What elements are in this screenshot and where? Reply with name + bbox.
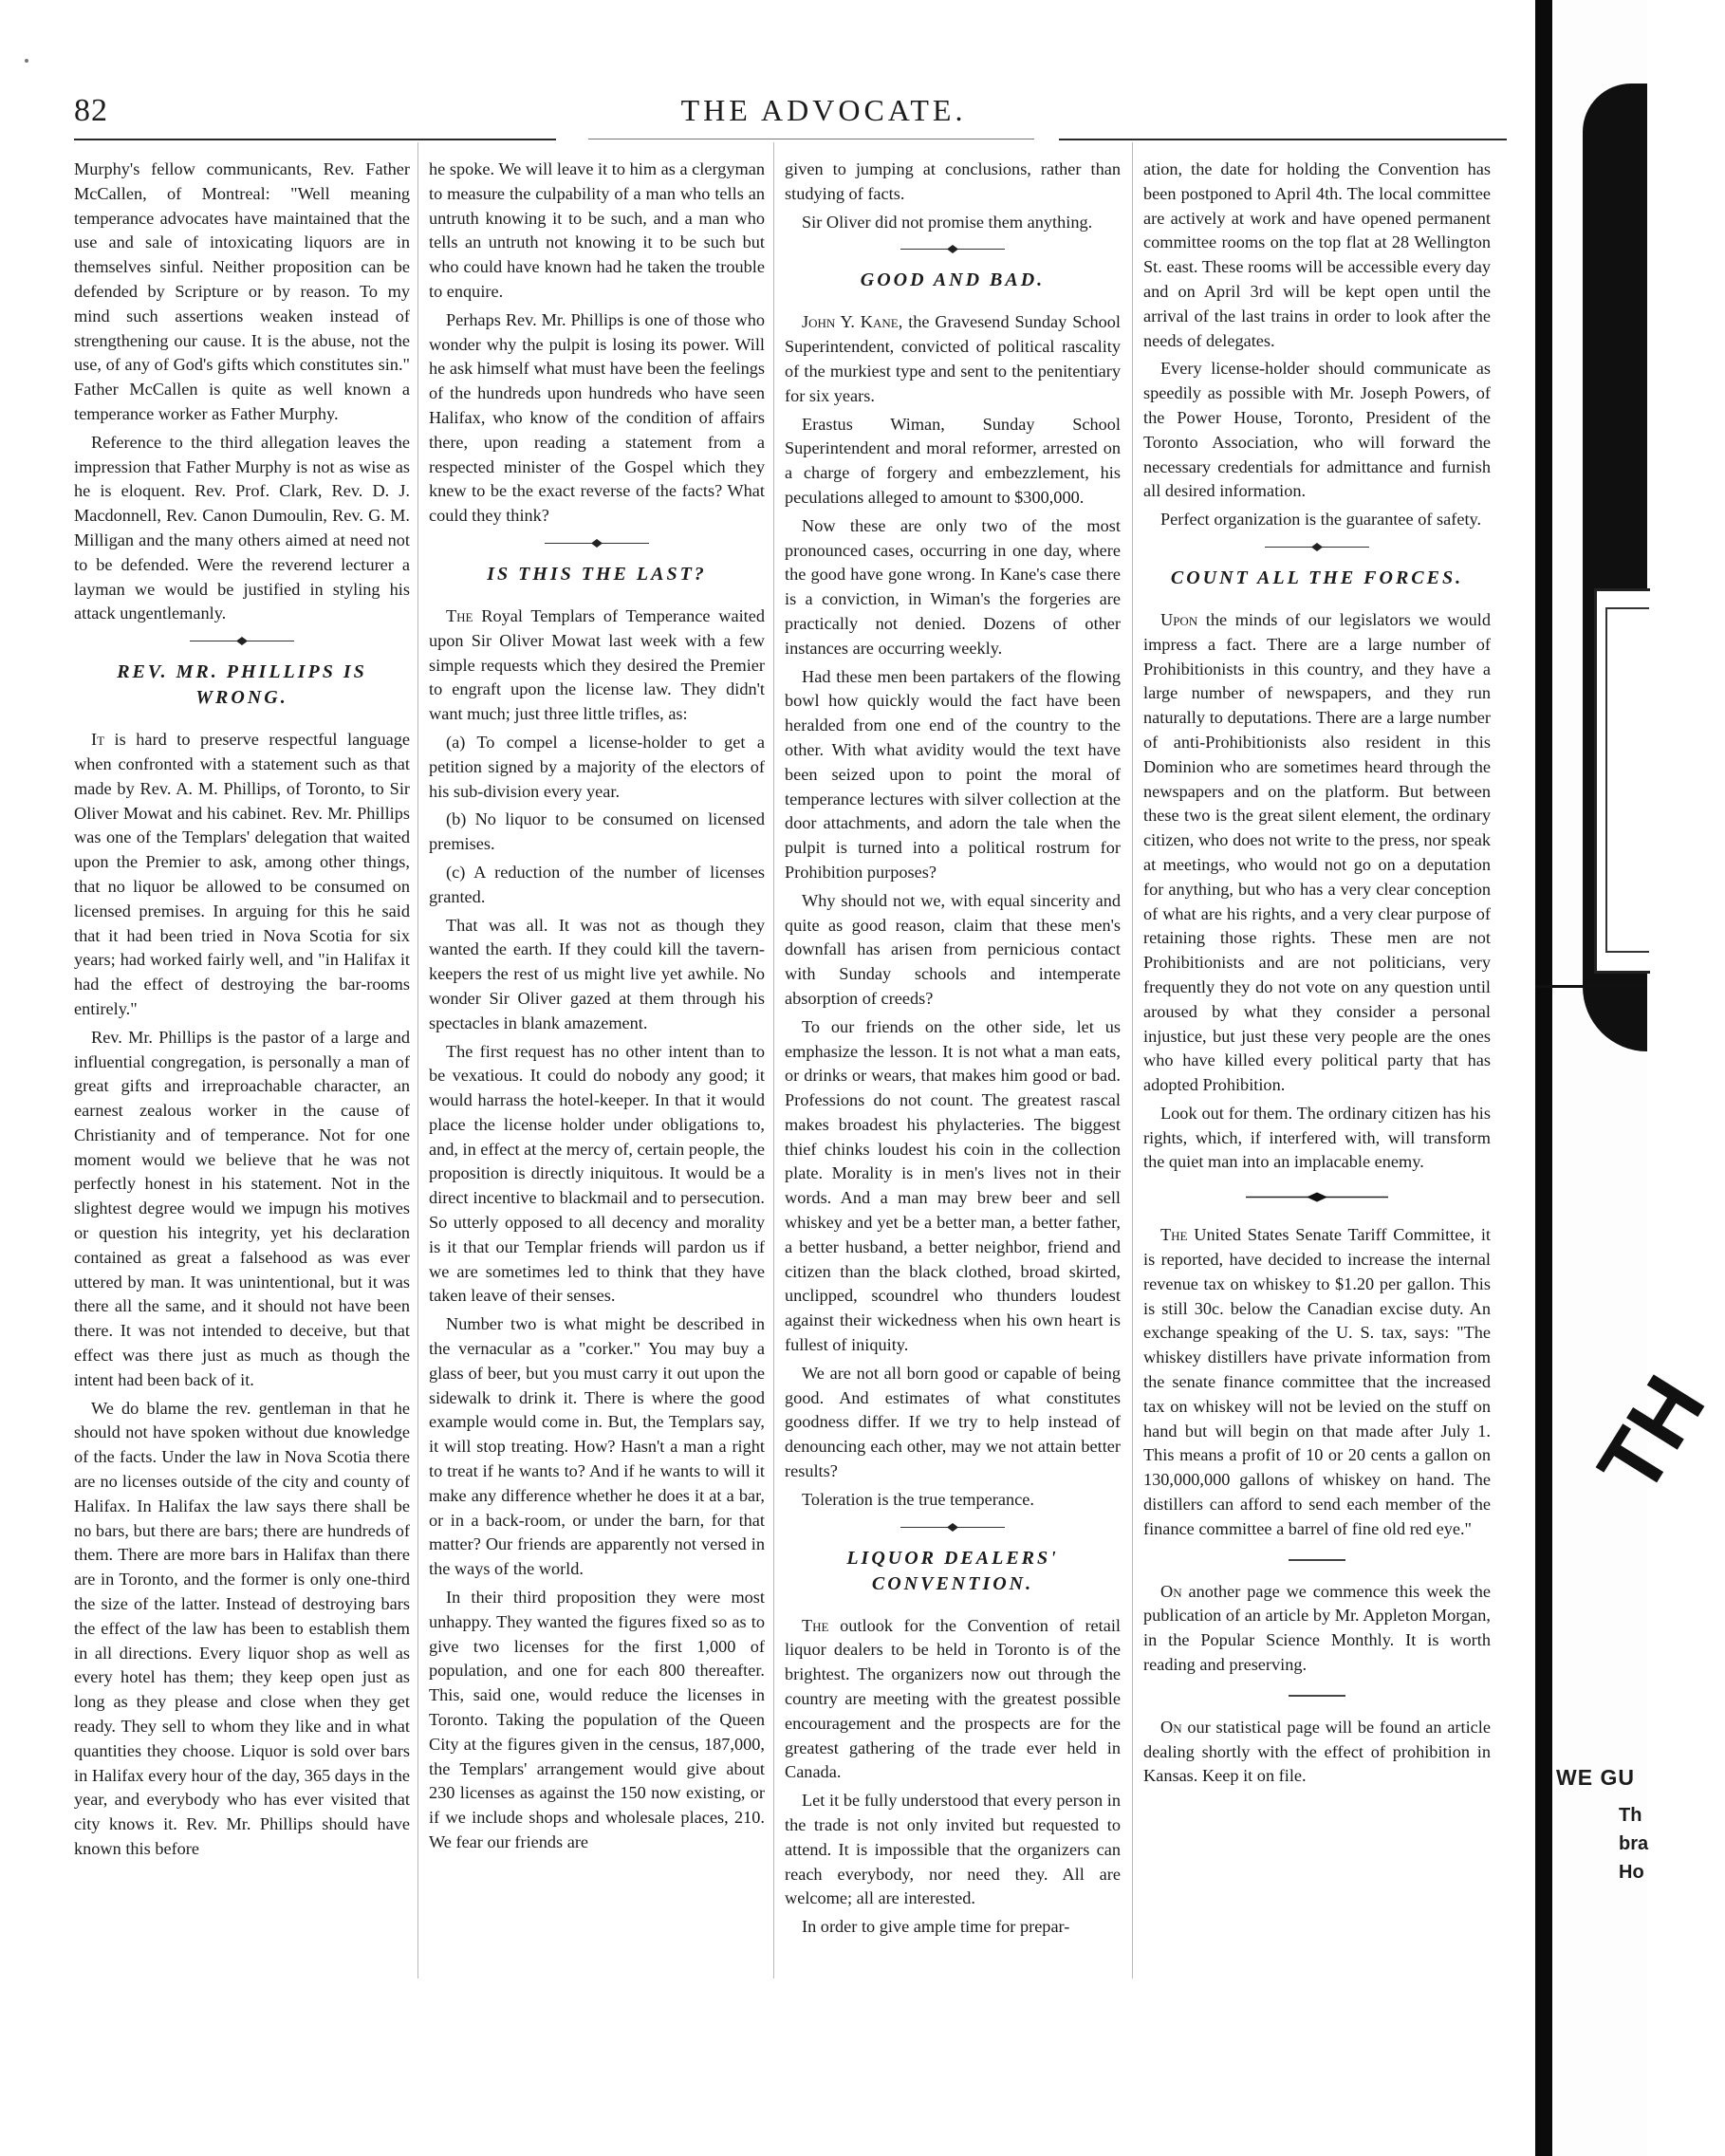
short-divider — [1289, 1559, 1345, 1561]
paragraph-text: another page we commence this week the publication of an article by Mr. Appleton Morgan, in the Popular Science Monthly. It is worth reading and preserving. — [1143, 1581, 1491, 1675]
lead-word: On — [1160, 1581, 1182, 1601]
lead-word: John Y. Kane, — [802, 312, 903, 332]
article-paragraph: To our friends on the other side, let us emphasize the lesson. It is not what a man eats, or drinks or wears, that makes him good or bad. Professions do not count. The greatest rascal makes broadest his phylacteries. The biggest thief chinks loudest his coin in the collection plate. Morality is in men's lives not in their words. And a man may brew beer and sell whiskey and yet be a better man, a better father, a better husband, a better neighbor, friend and citizen than the black clothed, broad skirted, unclipped, scoundrel who thunders loudest against their wickedness when his own heart is fullest of iniquity. — [785, 1016, 1121, 1355]
ad-text-line: Ho — [1619, 1862, 1644, 1883]
article-paragraph: We do blame the rev. gentleman in that he should not have spoken without due knowledge of the facts. Under the law in Nova Scotia there are no licenses outside of the city and county of Halifax. In Halifax the law says there shall be no bars, but there are bars; there are hundreds of them. There are more bars in Halifax than there are in Toronto, and the former is only one-third the size of the latter. Instead of destroying bars the effect of the law has been to establish them in all directions. Every liquor shop as well as every hotel has them; they keep open just as long as they please and close when they get ready. They sell to whom they like and in what quantities they choose. Liquor is sold over bars in Halifax every hour of the day, 365 days in the year, and everybody who has ever visited that city knows it. Rev. Mr. Phillips should have known this before — [74, 1398, 410, 1858]
article-paragraph: ation, the date for holding the Convention has been postponed to April 4th. The local committee are actively at work and have opened permanent committee rooms on the top flat at 28 Wellington St. east. These rooms will be accessible every day and on April 3rd will be kept open until the arrival of the last trains in order to look after the needs of delegates. — [1143, 159, 1491, 350]
article-paragraph — [1143, 1580, 1491, 1678]
paragraph-text: is hard to preserve respectful language when confronted with a statement such as that made by Rev. A. M. Phillips, of Toronto, to Sir Oliver Mowat and his cabinet. Rev. Mr. Phillips was one of the Templars' delegation that waited upon the Premier to ask, among other things, that no liquor be allowed to be consumed on licensed premises. In arguing for this he said that it had been tried in Nova Scotia for six years; had worked fairly well, and "in Halifax it had the effect of destroying the bar-rooms entirely." — [74, 730, 410, 1018]
header-rule-left — [74, 139, 556, 140]
paragraph-text: Royal Templars of Temperance waited upon Sir Oliver Mowat last week with a few simple requests which they desired the Premier to engraft upon the license law. They didn't want much; just three little trifles, as: — [429, 605, 765, 724]
column-2 — [429, 158, 765, 1859]
paragraph-text: the Gravesend Sunday School Superintendent, convicted of political rascality of the murkiest type and sent to the penitentiary for six years. — [785, 312, 1121, 405]
section-heading: GOOD AND BAD. — [860, 270, 1046, 291]
article-paragraph: Toleration is the true temperance. — [802, 1489, 1034, 1509]
article-paragraph: That was all. It was not as though they wanted the earth. If they could kill the tavern-keepers the rest of us might live yet awhile. No wonder Sir Oliver gazed at them through his spectacles in blank amazement. — [429, 915, 765, 1032]
article-paragraph — [74, 728, 410, 1022]
section-heading: REV. MR. PHILLIPS IS WRONG. — [117, 661, 367, 709]
article-paragraph: Perfect organization is the guarantee of safety. — [1160, 510, 1482, 530]
article-paragraph — [785, 310, 1121, 408]
article-paragraph — [1143, 608, 1491, 1098]
lead-word: On — [1160, 1717, 1182, 1737]
lead-word: It — [91, 730, 105, 750]
paragraph-text: outlook for the Convention of retail liquor dealers to be held in Toronto is of the brightest. The organizers now out through the country are meeting with the greatest possible encouragement and the prospects are for the greatest gathering of the trade ever held in Canada. — [785, 1615, 1121, 1782]
article-paragraph: Why should not we, with equal sincerity and quite as good reason, claim that these men's downfall has arisen from pernicious contact with Sunday schools and intemperate absorption of creeds? — [785, 890, 1121, 1008]
article-paragraph: Let it be fully understood that every person in the trade is not only invited but requested to attend. It is impossible that the organizers can reach everybody, nor need they. All are welcome; all are interested. — [785, 1791, 1121, 1908]
article-paragraph: Perhaps Rev. Mr. Phillips is one of those who wonder why the pulpit is losing its power. Will he ask himself what must have been the feelings of the hundreds upon hundreds who have seen Halifax, who know of the condition of affairs there, upon reading a statement from a respected minister of the Gospel which they knew to be the exact reverse of the facts? What could they think? — [429, 309, 765, 526]
article-paragraph: he spoke. We will leave it to him as a clergyman to measure the culpability of a man who tells an untruth knowing it to be such, and a man who tells an untruth not knowing it to be such but who could have known had he taken the trouble to enquire. — [429, 159, 765, 301]
section-ornament — [545, 538, 649, 548]
article-paragraph: Reference to the third allegation leaves the impression that Father Murphy is not as wise as he is eloquent. Rev. Prof. Clark, Rev. D. J. Macdonnell, Rev. Canon Dumoulin, Rev. G. M. Milligan and the many others aimed at need not to be defended. Were the reverend lecturer a layman we would be justified in styling his attack ungentlemanly. — [74, 432, 410, 623]
lead-word: The — [802, 1615, 829, 1635]
article-paragraph: The first request has no other intent than to be vexatious. It could do nobody any good; it would harrass the hotel-keeper. In that it would place the license holder under obligations to, and, in effect at the mercy of, certain people, the proposition is directly iniquitous. It would be a direct incentive to blackmail and to persecution. So utterly opposed to all decency and morality is it that our Templar friends will pardon us if we are sometimes led to think that they have taken leave of their senses. — [429, 1041, 765, 1306]
ad-text-line: Th — [1619, 1805, 1642, 1826]
section-ornament — [900, 1522, 1005, 1533]
ad-tagline: WE GU — [1556, 1765, 1635, 1790]
article-paragraph: Rev. Mr. Phillips is the pastor of a large and influential congregation, is personally a man of great gifts and irreproachable character, an earnest zealous worker in the cause of Christianity and of temperance. Not for one moment would we believe that he was not perfectly honest in his statement. Not in the slightest degree would we impugn his motives or question his integrity, yet his declaration contained as great a falsehood as was ever uttered by man. It was unintentional, but it was there all the same, and it should not have been there. It was not intended to deceive, but that effect was there just as much as though the intent had been back of it. — [74, 1027, 410, 1389]
column-rule-1 — [417, 142, 418, 1979]
article-paragraph: Every license-holder should communicate as speedily as possible with Mr. Joseph Powers, of the Power House, Toronto, President of the Toronto Association, who will forward the necessary credentials for admittance and furnish all desired information. — [1143, 359, 1491, 501]
column-rule-2 — [773, 142, 774, 1979]
page-number: 82 — [74, 93, 108, 128]
paragraph-text: United States Senate Tariff Committee, it is reported, have decided to increase the internal revenue tax on whiskey to $1.20 per gallon. This is still 30c. below the Canadian excise duty. An exchange speaking of the U. S. tax, says: "The whiskey distillers have private information from the senate finance committee that the increased tax on whiskey will not be levied on the stuff on hand but will begin on that made after July 1. This means a profit of 10 or 20 cents a gallon on 130,000,000 gallons of whiskey on hand. The distillers can afford to send each member of the finance committee a barrel of fine old red eye." — [1143, 1225, 1491, 1538]
masthead-title: THE ADVOCATE. — [680, 93, 967, 127]
article-paragraph — [1143, 1223, 1491, 1541]
section-ornament — [1265, 542, 1369, 552]
column-4 — [1143, 158, 1491, 1793]
bottle-label-frame — [1605, 607, 1649, 953]
article-paragraph: Look out for them. The ordinary citizen has his rights, which, if interfered with, will transform the quiet man into an implacable enemy. — [1143, 1103, 1491, 1172]
article-paragraph: Had these men been partakers of the flowing bowl how quickly would the fact have been heralded from one end of the country to the other. With what avidity would the text have been seized upon to point the moral of temperance lectures with silver collection at the door attachments, and adorn the tale when the pulpit is turned into a political rostrum for Prohibition purposes? — [785, 666, 1121, 882]
section-heading: IS THIS THE LAST? — [487, 563, 707, 585]
column-3 — [785, 158, 1121, 1943]
lead-word: The — [1160, 1225, 1188, 1245]
article-paragraph: given to jumping at conclusions, rather than studying of facts. — [785, 159, 1121, 203]
article-paragraph: Now these are only two of the most pronounced cases, occurring in one day, where the good have gone wrong. In Kane's case there is a conviction, in Wiman's the forgeries are practically not denied. Dozens of other instances are occurring weekly. — [785, 515, 1121, 658]
article-paragraph: Erastus Wiman, Sunday School Superintendent and moral reformer, arrested on a charge of forgery and embezzlement, his peculations alleged to amount to $300,000. — [785, 414, 1121, 507]
ad-border-bar — [1535, 0, 1552, 2156]
ad-text-line: bra — [1619, 1833, 1649, 1854]
lead-word: Upon — [1160, 609, 1198, 629]
article-paragraph — [785, 1614, 1121, 1786]
scan-speck — [25, 59, 28, 63]
article-paragraph: Sir Oliver did not promise them anything. — [802, 212, 1093, 232]
article-paragraph: In their third proposition they were most unhappy. They wanted the figures fixed so as to give two licenses for the first 1,000 of population, and one for each 800 thereafter. This, said one, would reduce the licenses in Toronto. Taking the population of the Queen City at the figures given in the census, 187,000, the Templars' arrangement would give about 230 licenses as against the 150 now existing, or if we include shops and wholesale places, 210. We fear our friends are — [429, 1588, 765, 1851]
paragraph-text: the minds of our legislators we would impress a fact. There are a large number of Prohibitionists in this country, and they have a large number of newspapers, and they run naturally to deputations. There are a large number of anti-Prohibitionists also resident in this Dominion who are sometimes heard through the newspapers and on the platform. But between these two is the great silent element, the ordinary citizen, who does not write to the press, nor speak at meetings, who would not go on a deputation for anything, but who has a very clear conception of what are his rights, and a very clear purpose of retaining those rights. These men are not Prohibitionists and are not politicians, very frequently they do not vote on any question until aroused by what they consider a personal injustice, but just these very people are the ones who have killed every political party that has adopted Prohibition. — [1143, 609, 1491, 1095]
article-paragraph: Murphy's fellow communicants, Rev. Father McCallen, of Montreal: "Well meaning temperance advocates have maintained that the use and sale of intoxicating liquors are in themselves sinful. Neither proposition can be defended by Scripture or by reason. To my mind such assertions weaken instead of strengthening our cause. It is the abuse, not the use, of any of God's gifts which constitutes sin." Father McCallen is quite as well known a temperance worker as Father Murphy. — [74, 159, 410, 423]
section-ornament — [190, 636, 294, 646]
column-1 — [74, 158, 410, 1866]
header-rule-right — [1059, 139, 1507, 140]
section-heading: COUNT ALL THE FORCES. — [1170, 567, 1464, 588]
section-heading: LIQUOR DEALERS' CONVENTION. — [846, 1547, 1059, 1594]
column-rule-3 — [1132, 142, 1133, 1979]
article-paragraph: In order to give ample time for prepar- — [802, 1917, 1070, 1937]
article-paragraph: We are not all born good or capable of being good. And estimates of what constitutes goodness differ. If we try to help instead of denouncing each other, may we not attain better results? — [785, 1363, 1121, 1481]
section-ornament — [900, 244, 1005, 254]
list-item: (b) No liquor to be consumed on licensed premises. — [429, 809, 765, 854]
article-paragraph — [429, 604, 765, 727]
list-item: (a) To compel a license-holder to get a petition signed by a majority of the electors of his sub-division every year. — [429, 732, 765, 801]
ad-divider — [1535, 985, 1647, 988]
paragraph-text: our statistical page will be found an article dealing shortly with the effect of prohibition in Kansas. Keep it on file. — [1143, 1717, 1491, 1786]
section-ornament — [1246, 1192, 1388, 1202]
ad-display-text: TH — [1580, 1360, 1724, 1511]
short-divider — [1289, 1695, 1345, 1697]
lead-word: The — [446, 605, 473, 625]
article-paragraph: Number two is what might be described in the vernacular as a "corker." You may buy a glass of beer, but you must carry it out upon the sidewalk to drink it. There is where the good example would come in. But, the Templars say, it will stop treating. How? Hasn't a man a right to treat if he wants to? And if he wants to will it make any difference whether he does it at a bar, or in a back-room, or under the barn, for that matter? Our friends are apparently not versed in the ways of the world. — [429, 1314, 765, 1579]
list-item: (c) A reduction of the number of licenses granted. — [429, 862, 765, 906]
article-paragraph — [1143, 1716, 1491, 1789]
